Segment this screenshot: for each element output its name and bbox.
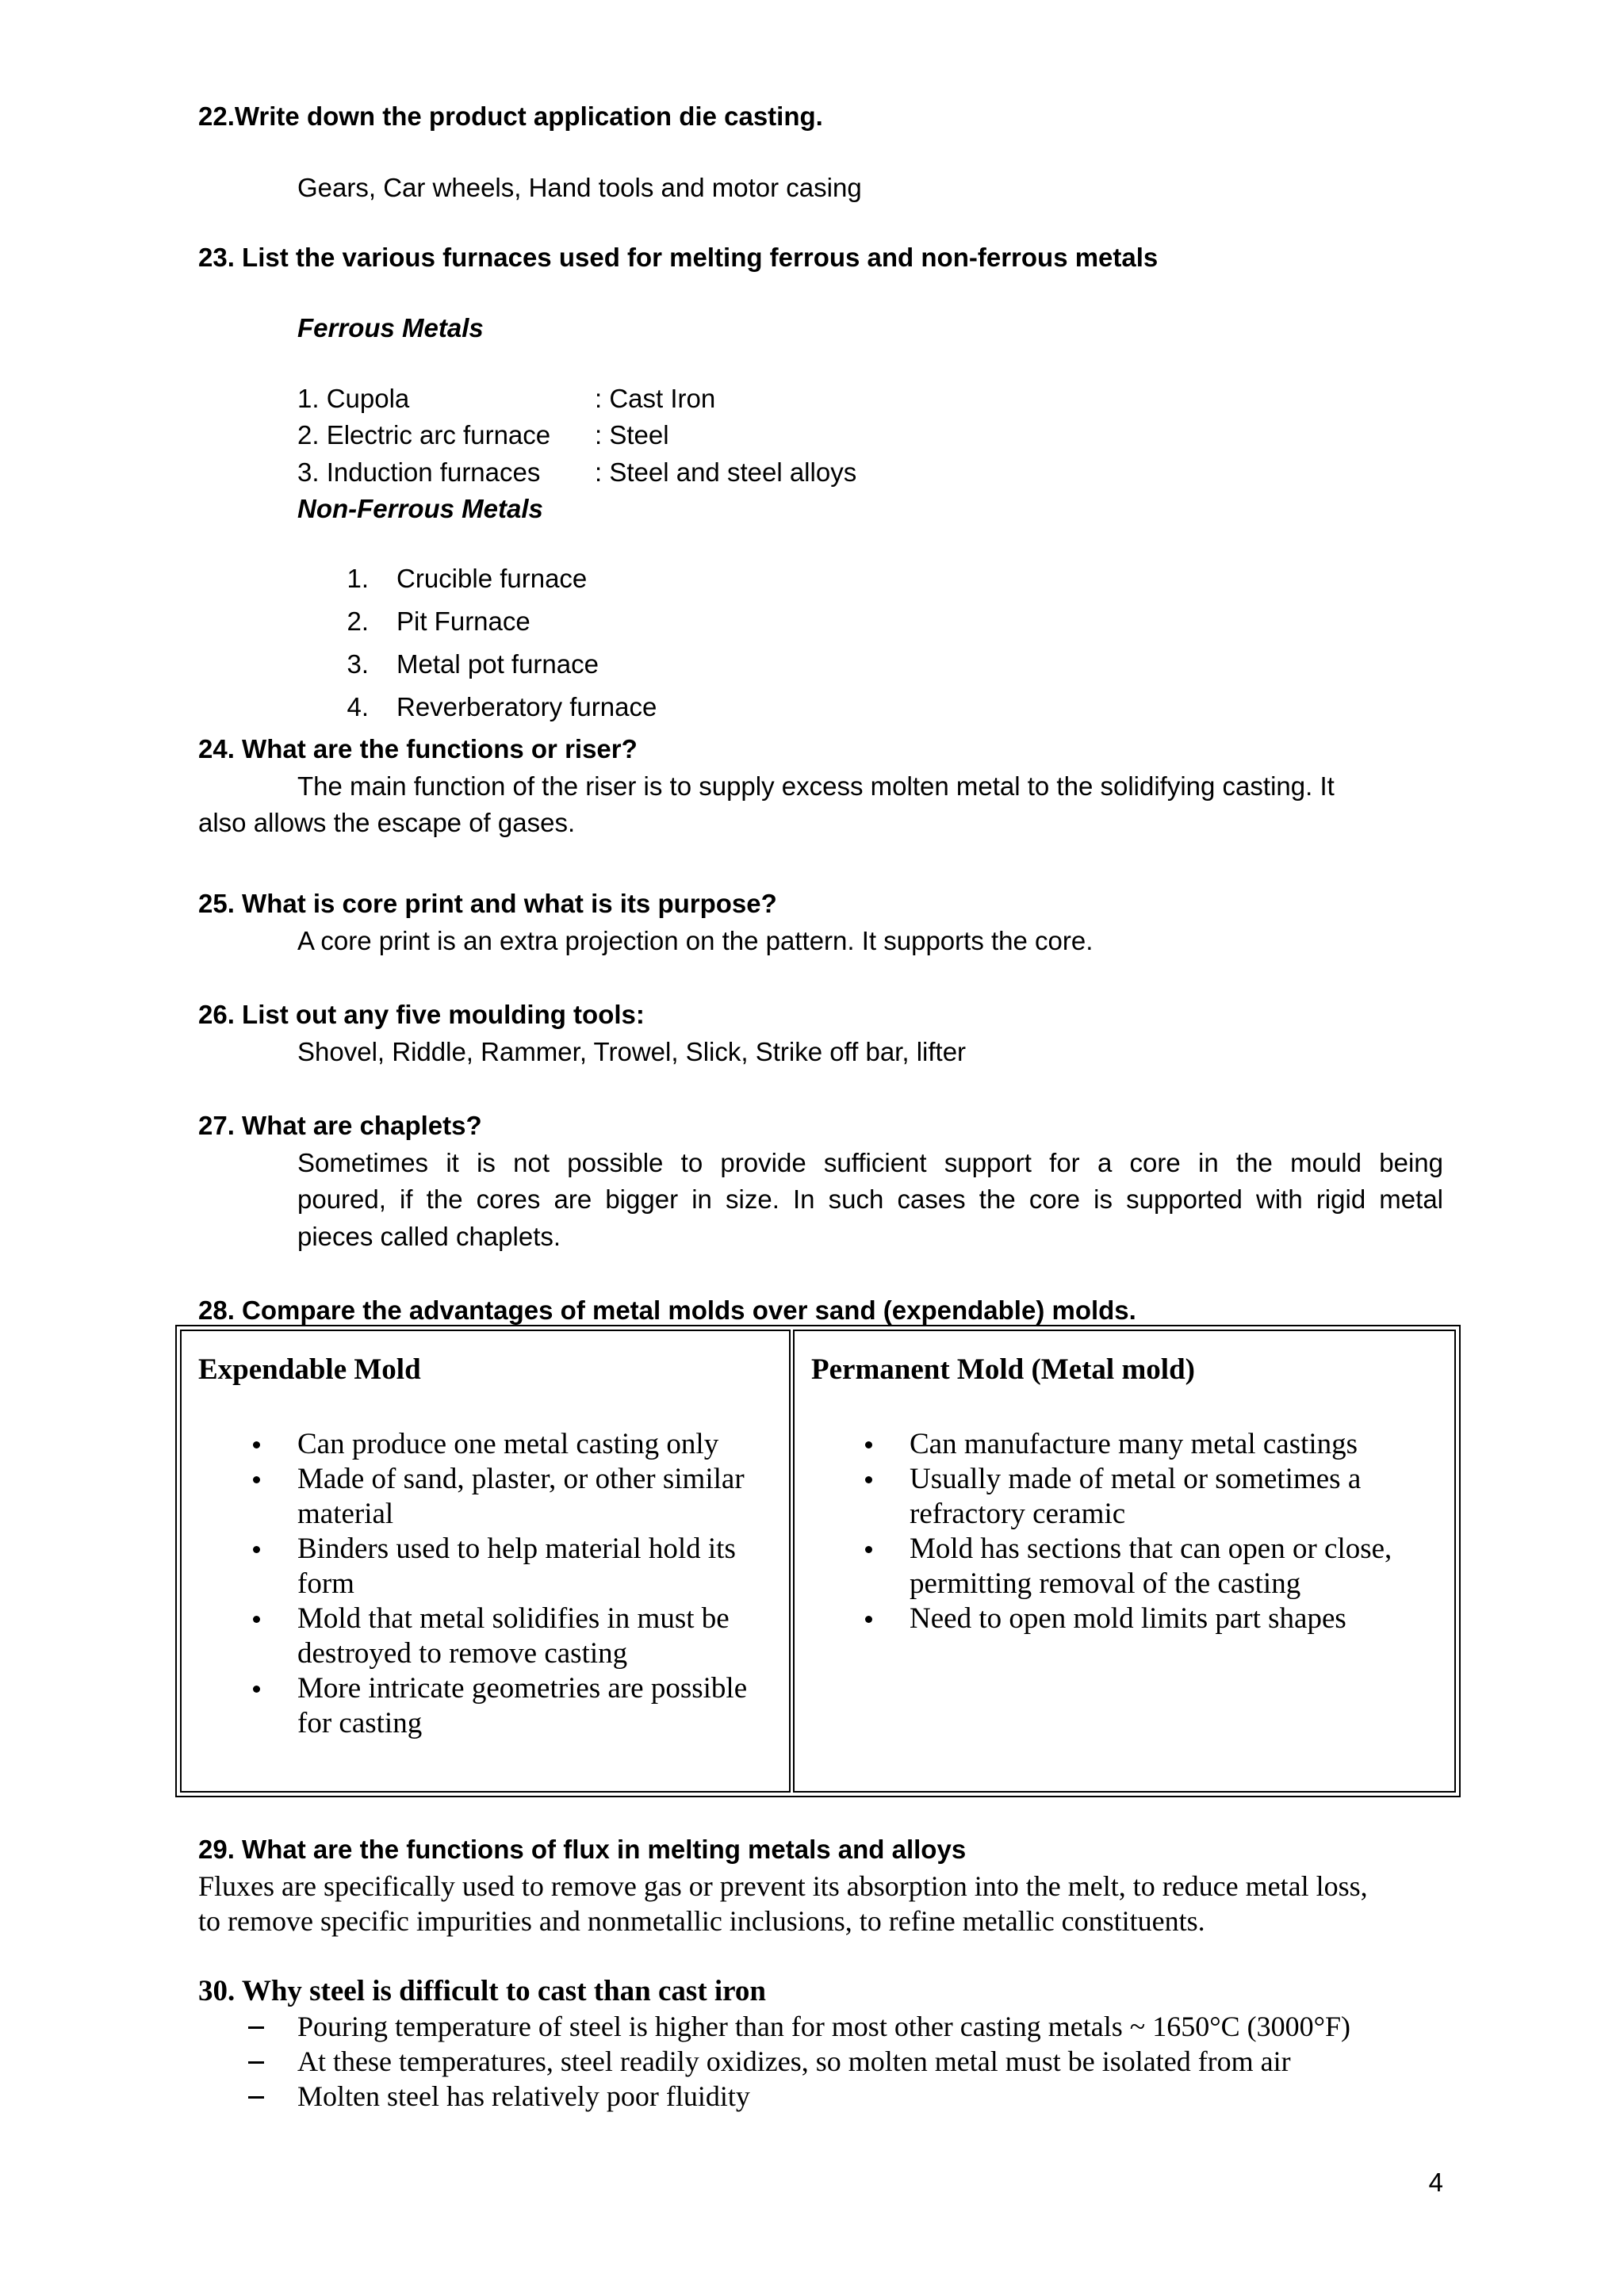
ferrous-metals-heading: Ferrous Metals xyxy=(297,313,484,342)
question-27: 27. What are chaplets? xyxy=(198,1111,482,1140)
dash-icon xyxy=(248,2026,264,2029)
expendable-line: Binders used to help material hold its xyxy=(297,1533,736,1565)
answer-29-line: Fluxes are specifically used to remove gas or prevent its absorption into the melt, to reduce metal loss, xyxy=(198,1870,1368,1902)
question-26: 26. List out any five moulding tools: xyxy=(198,1000,645,1029)
dash-icon xyxy=(248,2096,264,2099)
expendable-line: destroyed to remove casting xyxy=(297,1637,628,1670)
list-number: 3. xyxy=(347,649,369,679)
answer-26: Shovel, Riddle, Rammer, Trowel, Slick, Strike off bar, lifter xyxy=(297,1037,967,1066)
question-23: 23. List the various furnaces used for melting ferrous and non-ferrous metals xyxy=(198,243,1159,272)
list-number: 4. xyxy=(347,692,369,721)
ferrous-item-name: 2. Electric arc furnace xyxy=(297,420,551,450)
bullet-icon xyxy=(253,1616,260,1623)
answer-24-line: The main function of the riser is to supply excess molten metal to the solidifying casting. It xyxy=(297,771,1335,801)
answer-22: Gears, Car wheels, Hand tools and motor casing xyxy=(297,173,862,202)
answer-30-item: Pouring temperature of steel is higher than for most other casting metals ~ 1650°C (3000°F) xyxy=(297,2011,1351,2042)
ferrous-item-metal: : Cast Iron xyxy=(595,384,716,413)
answer-24-line: also allows the escape of gases. xyxy=(198,808,576,837)
ferrous-item-metal: : Steel xyxy=(595,420,669,450)
expendable-mold-heading: Expendable Mold xyxy=(198,1353,421,1386)
bullet-icon xyxy=(253,1441,260,1448)
expendable-line: for casting xyxy=(297,1707,423,1739)
ferrous-item-name: 3. Induction furnaces xyxy=(297,457,541,487)
permanent-line: Usually made of metal or sometimes a xyxy=(910,1463,1362,1495)
expendable-line: material xyxy=(297,1498,394,1530)
non-ferrous-metals-heading: Non-Ferrous Metals xyxy=(297,494,543,523)
question-25: 25. What is core print and what is its purpose? xyxy=(198,889,777,918)
answer-25: A core print is an extra projection on the pattern. It supports the core. xyxy=(297,926,1094,955)
bullet-icon xyxy=(865,1476,872,1483)
non-ferrous-item: Reverberatory furnace xyxy=(396,692,657,721)
permanent-mold-heading: Permanent Mold (Metal mold) xyxy=(811,1353,1195,1386)
expendable-line: Can produce one metal casting only xyxy=(297,1428,719,1460)
non-ferrous-item: Pit Furnace xyxy=(396,607,530,636)
permanent-line: permitting removal of the casting xyxy=(910,1567,1301,1600)
ferrous-item-metal: : Steel and steel alloys xyxy=(595,457,857,487)
non-ferrous-item: Crucible furnace xyxy=(396,564,588,593)
non-ferrous-item: Metal pot furnace xyxy=(396,649,599,679)
question-30: 30. Why steel is difficult to cast than cast iron xyxy=(198,1975,767,2007)
answer-27-line: pieces called chaplets. xyxy=(297,1222,561,1251)
permanent-line: Need to open mold limits part shapes xyxy=(910,1602,1346,1635)
dash-icon xyxy=(248,2061,264,2064)
bullet-icon xyxy=(865,1441,872,1448)
expendable-line: Made of sand, plaster, or other similar xyxy=(297,1463,745,1495)
question-29: 29. What are the functions of flux in melting metals and alloys xyxy=(198,1835,967,1864)
page-number: 4 xyxy=(1428,2168,1443,2197)
bullet-icon xyxy=(253,1476,260,1483)
expendable-line: More intricate geometries are possible xyxy=(297,1672,748,1705)
list-number: 2. xyxy=(347,607,369,636)
question-24: 24. What are the functions or riser? xyxy=(198,734,638,763)
answer-27-line: Sometimes it is not possible to provide sufficient support for a core in the mould being xyxy=(297,1148,1443,1177)
permanent-line: Can manufacture many metal castings xyxy=(910,1428,1358,1460)
permanent-line: refractory ceramic xyxy=(910,1498,1126,1530)
question-28: 28. Compare the advantages of metal molds over sand (expendable) molds. xyxy=(198,1295,1136,1325)
answer-27-line: poured, if the cores are bigger in size. In such cases the core is supported with rigid metal xyxy=(297,1184,1443,1214)
bullet-icon xyxy=(865,1546,872,1553)
expendable-line: Mold that metal solidifies in must be xyxy=(297,1602,730,1635)
question-22: 22.Write down the product application die casting. xyxy=(198,101,823,131)
expendable-line: form xyxy=(297,1567,354,1600)
bullet-icon xyxy=(253,1546,260,1553)
ferrous-item-name: 1. Cupola xyxy=(297,384,410,413)
list-number: 1. xyxy=(347,564,369,593)
bullet-icon xyxy=(865,1616,872,1623)
answer-30-item: At these temperatures, steel readily oxidizes, so molten metal must be isolated from air xyxy=(297,2045,1291,2077)
permanent-line: Mold has sections that can open or close, xyxy=(910,1533,1392,1565)
bullet-icon xyxy=(253,1686,260,1693)
answer-30-item: Molten steel has relatively poor fluidity xyxy=(297,2080,750,2112)
answer-29-line: to remove specific impurities and nonmetallic inclusions, to refine metallic constituents. xyxy=(198,1905,1205,1937)
